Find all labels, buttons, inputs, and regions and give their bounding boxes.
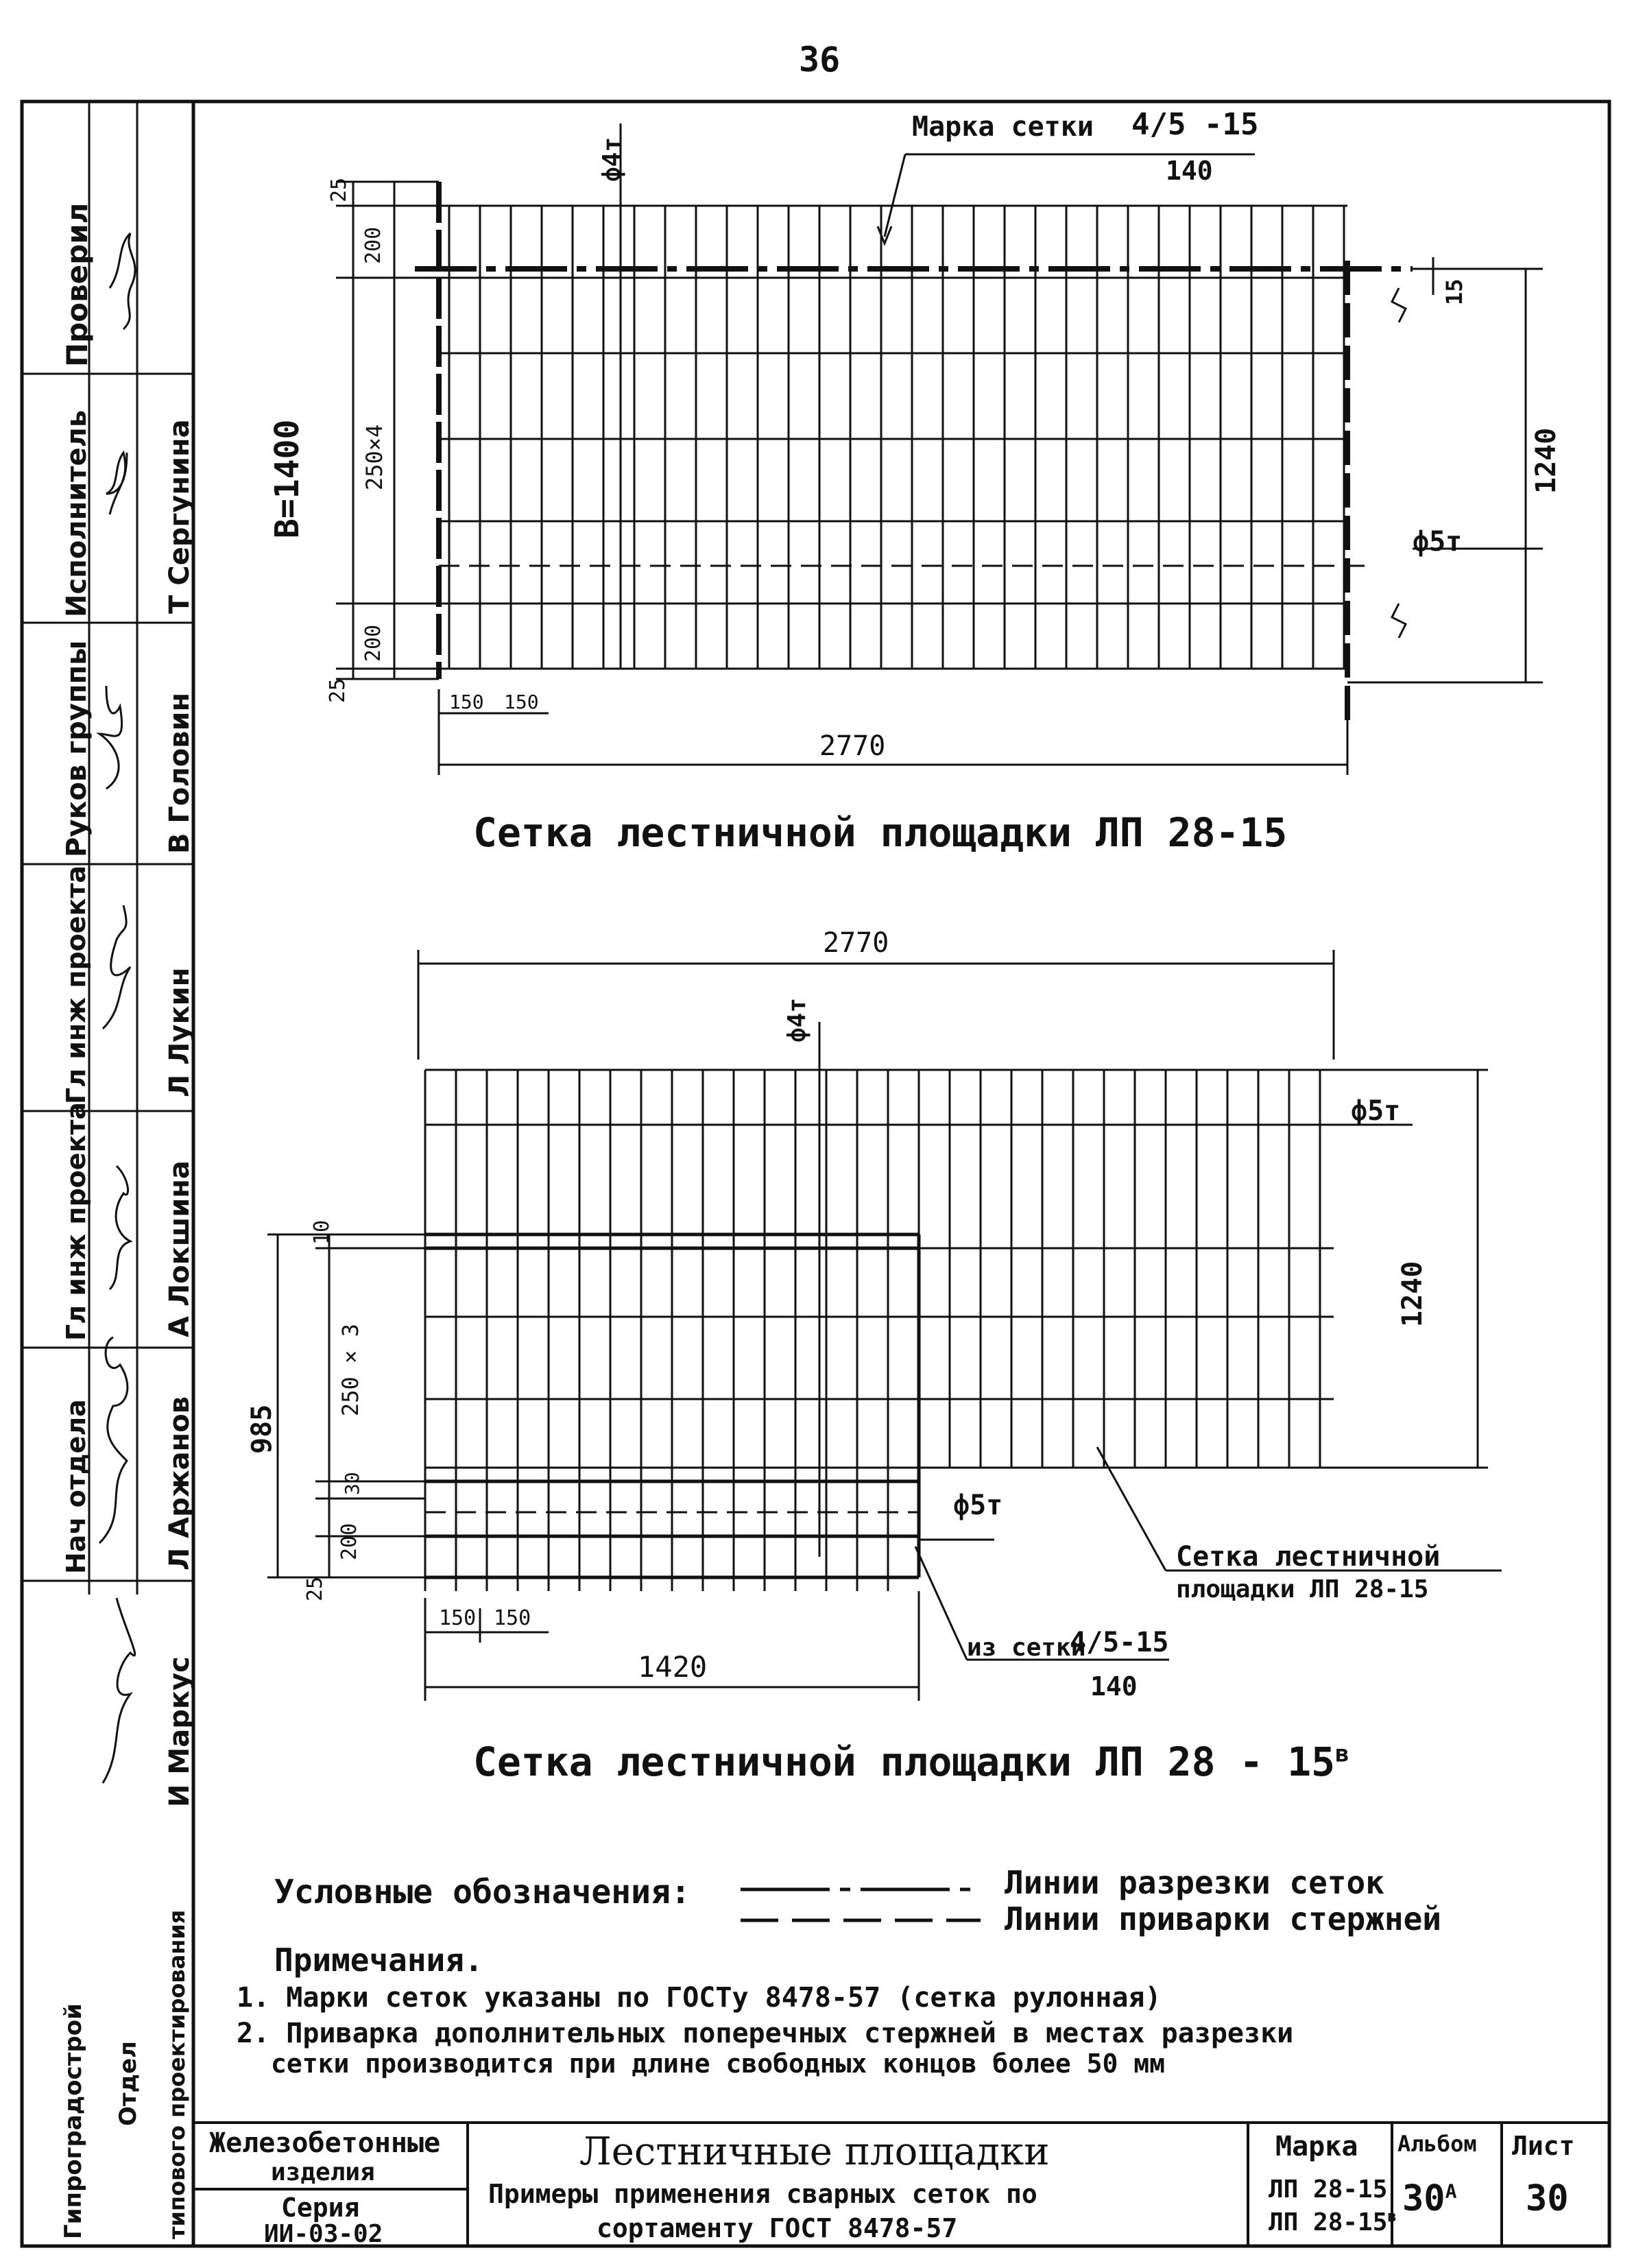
title-sub-line1: Примеры применения сварных сеток по [488,2179,1037,2209]
dim-200-2: 200 [337,1523,361,1560]
caption-mesh-2: Сетка лестничной площадки ЛП $28 - 15^в$ [473,1739,1349,1785]
title-series-label: Серия [281,2193,360,2223]
dim-985: 985 [246,1404,278,1454]
dim-1240-2: 1240 [1397,1261,1428,1327]
stamp-role-department-head: Нач отдела [61,1399,91,1574]
page-number: 36 [799,40,841,80]
sheet-header: Лист [1512,2131,1575,2161]
stamp-role-chief-engineer-1: Гл инж проекта [61,866,91,1104]
sheet-value: 30 [1526,2178,1569,2219]
stamp-name-initial-6: И Маркус [164,1656,195,1807]
mark-header: Марка [1275,2131,1358,2162]
callout-mesh-line2: площадки ЛП 28-15 [1176,1575,1429,1603]
signature [110,233,135,329]
dim-250x3: 250 × 3 [337,1324,363,1416]
from-mesh-fraction-top: 4/5-15 [1070,1627,1169,1658]
mesh-mark-fraction-top: 4/5 -15 [1131,107,1259,142]
dim-15: 15 [1441,278,1467,305]
bar-diameter-4-2: ф4т [783,997,811,1042]
dim-150-c: 150 [439,1606,477,1630]
title-product-line1: Железобетонные [209,2127,441,2159]
mark-value-1: ЛП 28-15 [1269,2175,1388,2204]
stamp-department-1: Гипроградострой [60,2003,87,2239]
stamp-name-initial-5: Л Аржанов [164,1396,195,1571]
dim-250x4: 250×4 [361,424,387,490]
signature [103,1598,135,1783]
signature [106,453,127,514]
note-2-line1: 2. Приварка дополнительных поперечных стержней в местах разрезки [237,2018,1294,2049]
callout-mesh-line1: Сетка лестничной [1176,1541,1441,1573]
stamp-department-3: типового проектирования [164,1909,190,2239]
dim-1240: 1240 [1530,427,1562,494]
from-mesh-label: из сетки [967,1634,1086,1662]
bar-diameter-5-mid: ф5т [953,1490,1003,1521]
mesh-mark-label: Марка сетки [912,111,1094,143]
dim-25-top: 25 [327,177,351,202]
stamp-role-executor: Исполнитель [61,409,93,617]
stamp-department-2: Отдел [115,2040,142,2126]
title-main: Лестничные площадки [579,2129,1050,2174]
stamp-role-chief-engineer-2: Гл инж проекта [61,1102,91,1341]
legend-item-welding: Линии приварки стержней [1005,1900,1441,1937]
signature [110,1166,130,1289]
dim-25-bottom: 25 [326,678,350,703]
mesh-mark-fraction-bottom: 140 [1166,156,1213,186]
dim-10: 10 [310,1219,334,1245]
stamp-role-group-head: Руков группы [61,640,93,857]
notes-title: Примечания. [274,1942,483,1979]
mesh-width-label: B=1400 [268,419,307,538]
dim-200-top: 200 [361,226,385,264]
title-product-line2: изделия [271,2158,375,2186]
mark-value-2: ЛП $28-15^в$ [1269,2208,1397,2236]
note-1: 1. Марки сеток указаны по ГОСТу 8478-57 (сетка рулонная) [237,1982,1162,2014]
note-2-line2: сетки производится при длине свободных концов более 50 мм [271,2049,1166,2079]
stamp-name-initial-1: Т Сергунина [164,419,195,614]
title-series-value: ИИ-03-02 [264,2220,383,2248]
title-sub-line2: сортаменту ГОСТ 8478-57 [597,2213,958,2243]
dim-25-2: 25 [303,1576,327,1601]
bar-diameter-5: ф5т [1413,526,1463,558]
bar-diameter-5-top: ф5т [1351,1095,1401,1127]
dim-150-d: 150 [494,1606,531,1630]
signature [99,686,122,789]
bar-diameter-4: ф4т [598,136,626,182]
album-header: Альбом [1397,2131,1477,2157]
stamp-name-initial-3: Л Лукин [164,967,195,1097]
caption-mesh-1: Сетка лестничной площадки ЛП 28-15 [473,809,1288,856]
dim-1420: 1420 [638,1650,708,1684]
dim-2770: 2770 [819,730,886,762]
legend-title: Условные обозначения: [274,1873,691,1911]
stamp-role-checked: Проверил [60,202,94,367]
dim-150-b: 150 [504,691,539,713]
dim-2770-2: 2770 [823,927,889,959]
stamp-name-initial-4: А Локшина [164,1160,195,1337]
dim-30: 30 [341,1472,363,1495]
dim-150-a: 150 [449,691,484,713]
signature [99,1337,128,1543]
stamp-name-initial-2: В Головин [164,692,195,854]
legend-item-cutting: Линии разрезки сеток [1005,1864,1384,1901]
album-value: $30^А$ [1402,2178,1457,2219]
from-mesh-fraction-bottom: 140 [1090,1671,1138,1702]
signature [103,905,130,1029]
dim-200-bottom: 200 [361,624,385,662]
